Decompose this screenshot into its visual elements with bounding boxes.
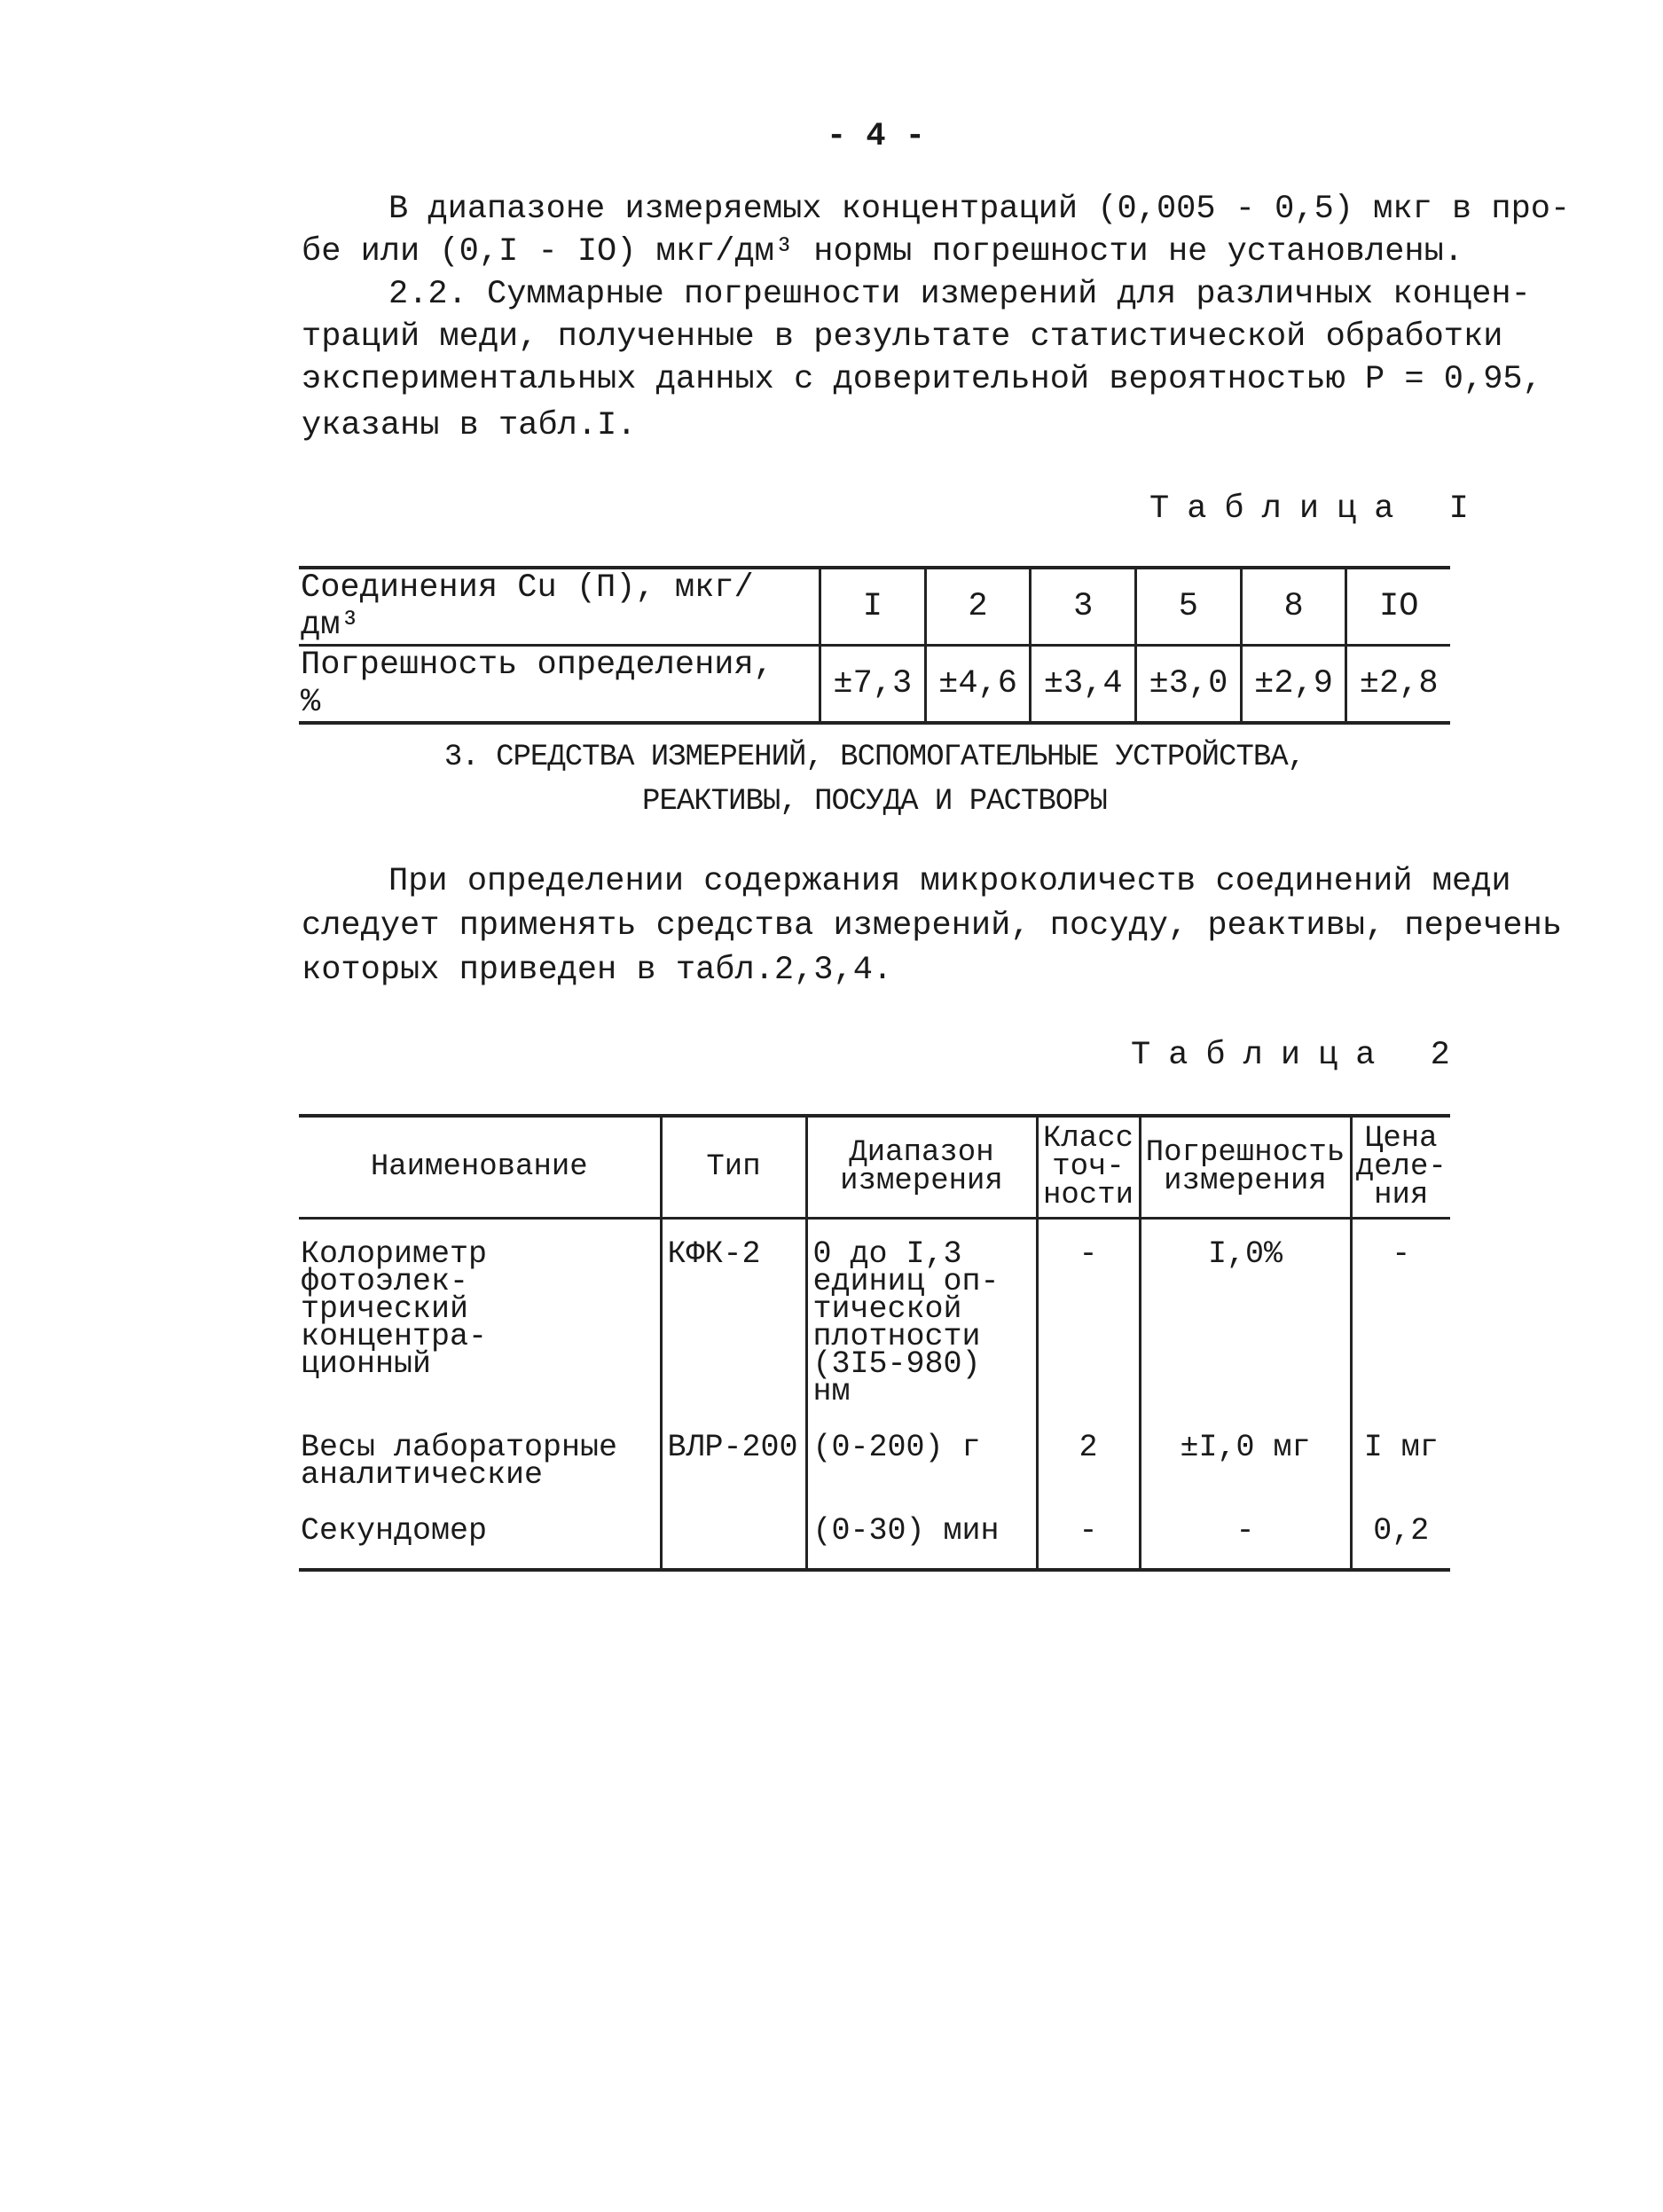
section3-para-line-3: которых приведен в табл.2,3,4. xyxy=(302,952,893,989)
table2-cell: 0 до I,3 единиц оп- тической плотности (3I5-980) нм xyxy=(806,1235,1037,1429)
table2-header-name: Наименование xyxy=(299,1116,661,1219)
table1-caption: Таблица I xyxy=(1149,490,1487,528)
table1-cell: ±2,8 xyxy=(1346,646,1450,724)
table2-row xyxy=(299,1429,1450,1512)
table2-header-row xyxy=(299,1116,1450,1219)
table2-cell: Секундомер xyxy=(299,1512,661,1570)
table1-cell: IO xyxy=(1346,568,1450,646)
table2-header-class: Класс точ- ности xyxy=(1037,1116,1140,1219)
table2-header-type: Тип xyxy=(661,1116,806,1219)
table2-cell: 2 xyxy=(1037,1429,1140,1512)
table2-caption: Таблица 2 xyxy=(1131,1037,1468,1074)
table2 xyxy=(299,1114,1450,1572)
intro-line-1: В диапазоне измеряемых концентраций (0,005 - 0,5) мкг в про- xyxy=(388,191,1571,228)
table1-cell: ±3,4 xyxy=(1031,646,1136,724)
table2-cell: ±I,0 мг xyxy=(1140,1429,1351,1512)
table1-cell: ±3,0 xyxy=(1136,646,1242,724)
intro-line-5: экспериментальных данных с доверительной вероятностью Р = 0,95, xyxy=(302,361,1542,398)
table2-cell: - xyxy=(1037,1512,1140,1570)
table1-cell: ±2,9 xyxy=(1241,646,1346,724)
table2-cell: (0-30) мин xyxy=(806,1512,1037,1570)
intro-line-4: траций меди, полученные в результате статистической обработки xyxy=(302,318,1503,356)
table2-cell: (0-200) г xyxy=(806,1429,1037,1512)
table1 xyxy=(299,566,1450,725)
table1-cell: 5 xyxy=(1136,568,1242,646)
table1-cell: 2 xyxy=(925,568,1031,646)
intro-line-2: бе или (0,I - IO) мкг/дм³ нормы погрешности не установлены. xyxy=(302,233,1464,271)
section3-heading-line2: РЕАКТИВЫ, ПОСУДА И РАСТВОРЫ xyxy=(642,785,1107,819)
table1-cell: 3 xyxy=(1031,568,1136,646)
table2-cell: ВЛР-200 xyxy=(661,1429,806,1512)
table2-header-error: Погрешность измерения xyxy=(1140,1116,1351,1219)
table1-row-concentration xyxy=(299,568,1450,646)
table2-row xyxy=(299,1235,1450,1429)
table2-cell xyxy=(661,1512,806,1570)
table2-cell: 0,2 xyxy=(1351,1512,1450,1570)
table2-cell: - xyxy=(1351,1235,1450,1429)
table2-cell: I,0% xyxy=(1140,1235,1351,1429)
section3-heading-line1: 3. СРЕДСТВА ИЗМЕРЕНИЙ, ВСПОМОГАТЕЛЬНЫЕ УСТРОЙСТВА, xyxy=(443,741,1306,774)
intro-line-6: указаны в табл.I. xyxy=(302,407,637,444)
table2-header-division: Цена деле- ния xyxy=(1351,1116,1450,1219)
table1-cell: I xyxy=(820,568,926,646)
table1-row-error xyxy=(299,646,1450,724)
table2-cell: - xyxy=(1037,1235,1140,1429)
table1-cell: 8 xyxy=(1241,568,1346,646)
table2-row xyxy=(299,1512,1450,1570)
section3-para-line-1: При определении содержания микроколичеств соединений меди xyxy=(388,863,1511,900)
table1-cell: ±7,3 xyxy=(820,646,926,724)
table2-gap-row xyxy=(299,1219,1450,1236)
table2-cell: Колориметр фотоэлек- трический концентра- ционный xyxy=(301,1236,488,1382)
table1-cell: Погрешность определения, % xyxy=(299,646,820,724)
table1-cell: ±4,6 xyxy=(925,646,1031,724)
intro-line-3: 2.2. Суммарные погрешности измерений для различных концен- xyxy=(388,276,1531,313)
section3-para-line-2: следует применять средства измерений, посуду, реактивы, перечень xyxy=(302,907,1563,945)
table1-cell: Соединения Cu (П), мкг/дм³ xyxy=(299,568,820,646)
table2-cell: Весы лабораторные аналитические xyxy=(301,1430,618,1493)
table2-cell: КФК-2 xyxy=(661,1235,806,1429)
table2-cell: - xyxy=(1140,1512,1351,1570)
table2-header-range: Диапазон измерения xyxy=(806,1116,1037,1219)
table2-cell: I мг xyxy=(1351,1429,1450,1512)
page-number: - 4 - xyxy=(826,118,926,155)
